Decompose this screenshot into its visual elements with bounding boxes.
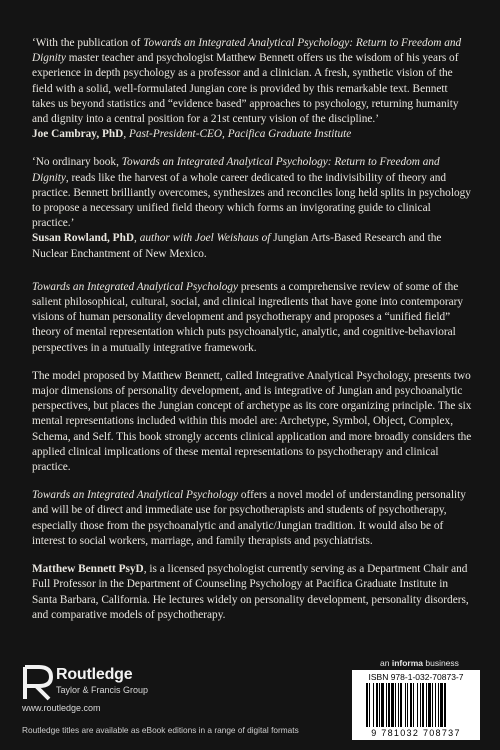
endorser-name: Susan Rowland, PhD [32, 232, 135, 245]
isbn-text: ISBN 978-1-032-70873-7 [368, 672, 464, 682]
endorser-role: author with Joel Weishaus of [139, 232, 271, 245]
endorsement-2: ‘No ordinary book, Towards an Integrated Analytical Psychology: Return to Freedom and Dignity, reads like the harvest of a whole career dedicated to the indivisibility of theory and practice. Bennett brilliantly overcomes, synthesizes and reconciles long held splits in psychology to propose a necessary unified field theory which forms an invigorating guide to clinical practice.’ Susan Rowland, PhD, author with Joel Weishaus of Jungian Arts-Based Research and the Nuclear Enchantment of New Mexico. [32, 156, 471, 260]
ebook-note: Routledge titles are available as eBook editions in a range of digital formats [22, 725, 299, 735]
barcode-icon [366, 683, 466, 727]
book-title: Towards an Integrated Analytical Psychology: Return to Freedom and Dignity [32, 37, 462, 65]
author-name: Matthew Bennett PsyD [32, 563, 144, 576]
book-title: Towards an Integrated Analytical Psychology [32, 489, 239, 502]
back-cover-text [32, 36, 472, 636]
publisher-url: www.routledge.com [22, 703, 101, 713]
isbn-barcode [352, 670, 480, 740]
description-paragraph-2: The model proposed by Matthew Bennett, called Integrative Analytical Psychology, presents two major dimensions of personality development, and is integrative of Jungian and psychoanalytic perspectives, but places the Jungian concept of archetype as its core organizing principle. The six mental representations included within this model are: Archetype, Symbol, Object, Complex, Schema, and Self. This book strongly accents clinical application and more broadly considers the applied clinical implications of these mental representations to psychotherapy and clinical practice. [32, 369, 472, 474]
endorser-name: Joe Cambray, PhD [32, 128, 124, 141]
publisher-group: Taylor & Francis Group [56, 685, 149, 695]
description-paragraph-1: Towards an Integrated Analytical Psychology presents a comprehensive review of some of the salient philosophical, cultural, social, and clinical ingredients that have gone into contemporary visions of human personality development and psychotherapy and proposes a “unified field” theory of mental representation which puts psychoanalytic, analytic, and cognitive-behavioral perspectives in a mutually integrative framework. [32, 280, 464, 354]
author-bio: Matthew Bennett PsyD, is a licensed psychologist currently serving as a Department Chair and Full Professor in the Department of Counseling Psychology at Pacifica Graduate Institute in Santa Barbara, California. He lectures widely on personality development, personality disorders, and comparative models of psychotherapy. [32, 563, 469, 621]
publisher-name: Routledge [56, 666, 133, 683]
book-title: Towards an Integrated Analytical Psychology: Return to Freedom and Dignity [32, 156, 440, 184]
routledge-logo-icon [22, 664, 54, 702]
description-paragraph-3: Towards an Integrated Analytical Psychology offers a novel model of understanding personality and will be of direct and immediate use for psychotherapists and students of psychotherapy, especially those from the psychoanalytic and analytic/Jungian tradition. It would also be of interest to social workers, marriage, and family therapists and psychiatrists. [32, 489, 466, 547]
endorsement-1: ‘With the publication of Towards an Integrated Analytical Psychology: Return to Freedom and Dignity master teacher and psychologist Matthew Bennett offers us the wisdom of his years of experience in depth psychology as a professor and a clinician. A fresh, synthetic vision of the field with a solid, well-formulated Jungian core is provided by this remarkable text. Bennett takes us beyond statistics and “evidence based” approaches to psychology, returning humanity and dignity into a central position for a 21st century vision of the discipline.’ Joe Cambray, PhD, Past-President-CEO, Pacifica Graduate Institute [32, 37, 462, 141]
barcode-number: 9 781032 708737 [371, 728, 461, 738]
informa-business-label: an informa business [380, 658, 459, 668]
book-title: Towards an Integrated Analytical Psychology [32, 280, 239, 293]
cover-footer [0, 658, 500, 750]
endorser-role: , Past-President-CEO, Pacifica Graduate Institute [123, 128, 352, 141]
